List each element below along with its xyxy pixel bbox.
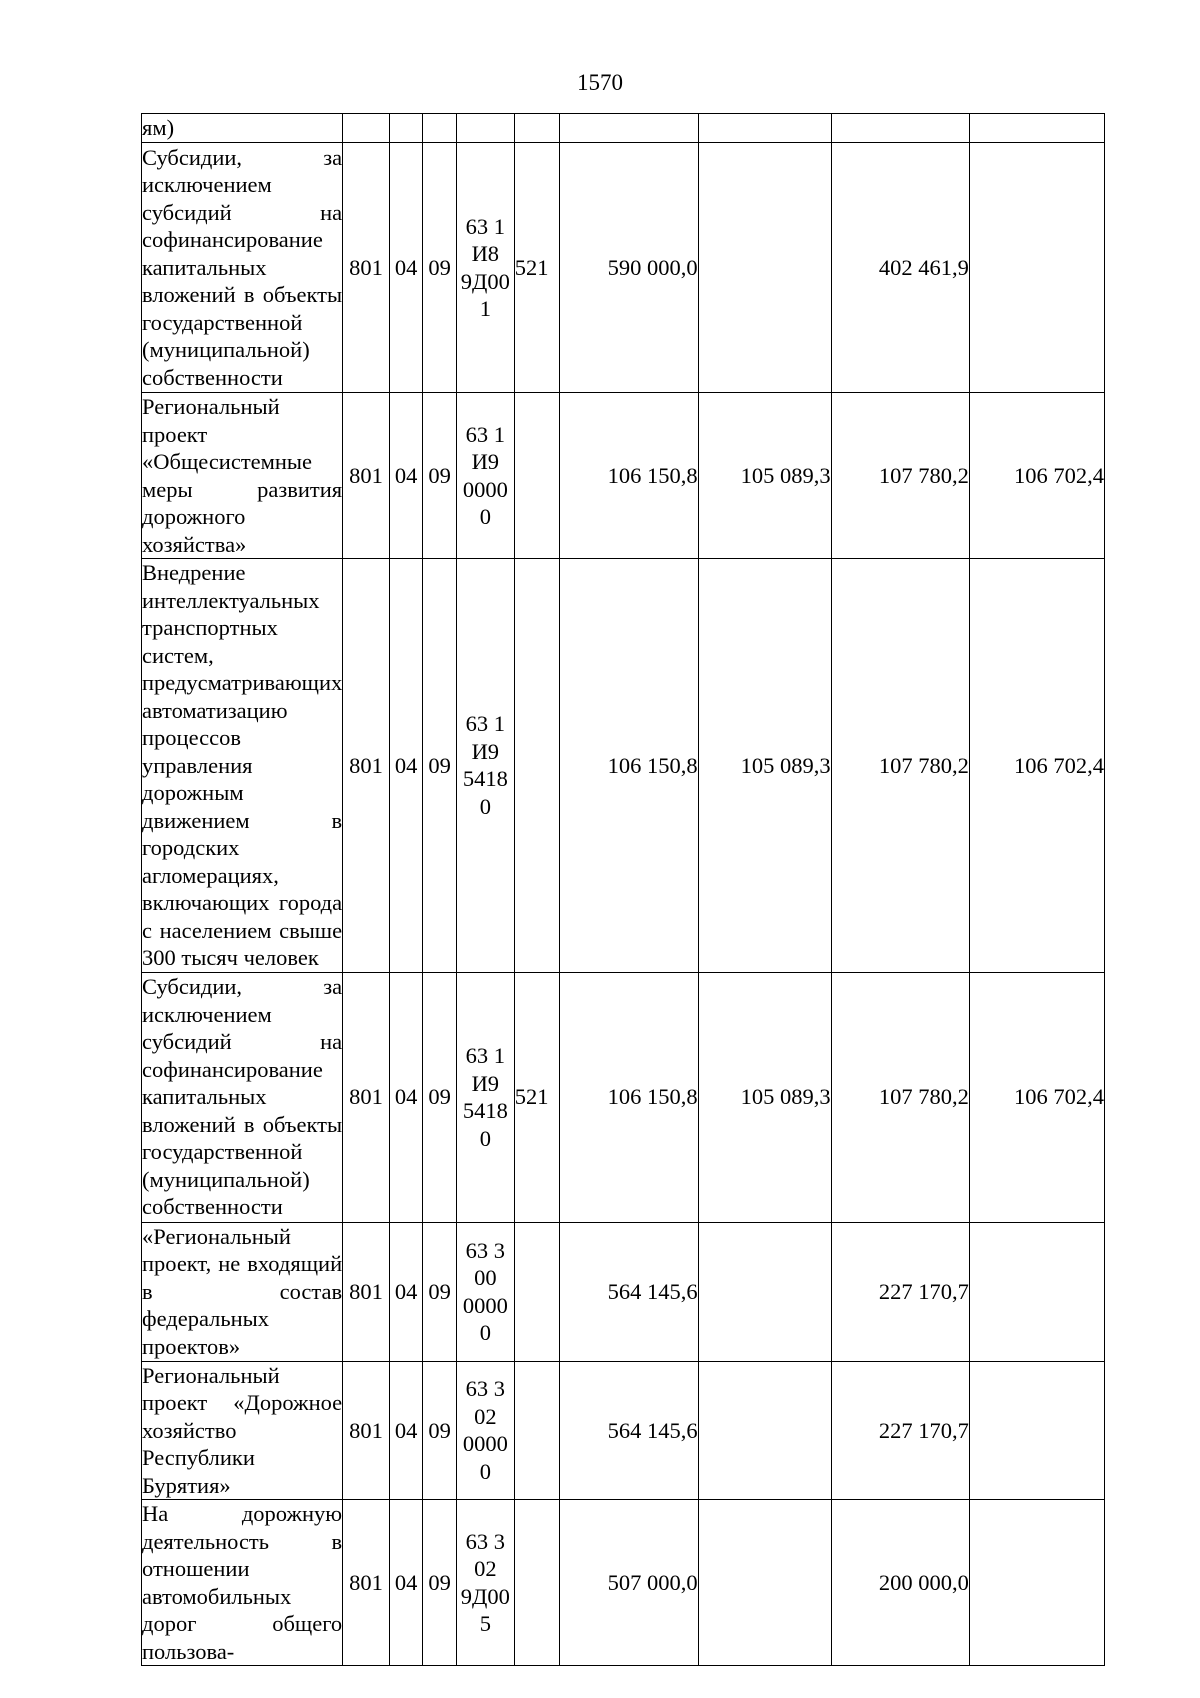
amount-3-cell: 227 170,7 bbox=[831, 1222, 969, 1361]
amount-1-cell: 590 000,0 bbox=[560, 143, 698, 393]
table-row bbox=[142, 559, 1105, 973]
amount-4-cell: 106 702,4 bbox=[969, 972, 1104, 1222]
ministry-code-cell: 801 bbox=[343, 143, 390, 393]
section-code-cell: 04 bbox=[389, 1222, 423, 1361]
subsection-code-cell: 09 bbox=[423, 1222, 457, 1361]
row-name-text: Внедрение интеллектуальных транспортных систем, предусматривающих автоматизацию процессов управления дорожным движением в городских агломерациях, включающих города с населением свыше 300 тысяч человек bbox=[142, 560, 343, 970]
subsection-code-cell: 09 bbox=[423, 972, 457, 1222]
target-article-cell: 63 1 И9 5418 0 bbox=[456, 972, 514, 1222]
table-row bbox=[142, 972, 1105, 1222]
target-article-cell: 63 1 И8 9Д00 1 bbox=[456, 143, 514, 393]
row-name-text: На дорожную деятельность в отношении автомобильных дорог общего пользова- bbox=[142, 1501, 343, 1664]
amount-4-cell bbox=[969, 114, 1104, 143]
row-name-cell bbox=[142, 143, 343, 393]
target-article-cell: 63 3 00 0000 0 bbox=[456, 1222, 514, 1361]
subsection-code-cell: 09 bbox=[423, 559, 457, 973]
amount-3-cell: 402 461,9 bbox=[831, 143, 969, 393]
budget-table bbox=[141, 113, 1105, 1666]
subsection-code-cell: 09 bbox=[423, 1361, 457, 1500]
amount-2-cell bbox=[698, 1222, 831, 1361]
table-row bbox=[142, 114, 1105, 143]
ministry-code-cell: 801 bbox=[343, 1361, 390, 1500]
table-row bbox=[142, 1361, 1105, 1500]
ministry-code-cell: 801 bbox=[343, 393, 390, 559]
subsection-code-cell bbox=[423, 114, 457, 143]
subsection-code-cell: 09 bbox=[423, 1500, 457, 1666]
amount-1-cell: 106 150,8 bbox=[560, 972, 698, 1222]
section-code-cell: 04 bbox=[389, 1500, 423, 1666]
ministry-code-cell: 801 bbox=[343, 559, 390, 973]
expense-type-cell bbox=[514, 114, 560, 143]
row-name-text: Субсидии, за исключением субсидий на софинансирование капитальных вложений в объекты государственной (муниципальной) собственности bbox=[142, 144, 343, 390]
target-article-cell: 63 1 И9 5418 0 bbox=[456, 559, 514, 973]
ministry-code-cell: 801 bbox=[343, 1222, 390, 1361]
amount-4-cell: 106 702,4 bbox=[969, 559, 1104, 973]
amount-1-cell bbox=[560, 114, 698, 143]
amount-2-cell: 105 089,3 bbox=[698, 972, 831, 1222]
row-name-cell bbox=[142, 972, 343, 1222]
amount-3-cell: 107 780,2 bbox=[831, 559, 969, 973]
amount-3-cell: 107 780,2 bbox=[831, 972, 969, 1222]
section-code-cell: 04 bbox=[389, 1361, 423, 1500]
amount-2-cell: 105 089,3 bbox=[698, 559, 831, 973]
row-name-cell bbox=[142, 1500, 343, 1666]
amount-1-cell: 507 000,0 bbox=[560, 1500, 698, 1666]
table-row bbox=[142, 1500, 1105, 1666]
amount-3-cell: 200 000,0 bbox=[831, 1500, 969, 1666]
target-article-cell bbox=[456, 114, 514, 143]
ministry-code-cell: 801 bbox=[343, 972, 390, 1222]
expense-type-cell bbox=[514, 559, 560, 973]
amount-2-cell: 105 089,3 bbox=[698, 393, 831, 559]
subsection-code-cell: 09 bbox=[423, 143, 457, 393]
amount-4-cell: 106 702,4 bbox=[969, 393, 1104, 559]
amount-3-cell: 107 780,2 bbox=[831, 393, 969, 559]
section-code-cell: 04 bbox=[389, 559, 423, 973]
page-number: 1570 bbox=[577, 70, 623, 95]
expense-type-cell: 521 bbox=[514, 143, 560, 393]
amount-2-cell bbox=[698, 143, 831, 393]
expense-type-cell bbox=[514, 1222, 560, 1361]
amount-4-cell bbox=[969, 1222, 1104, 1361]
amount-1-cell: 564 145,6 bbox=[560, 1222, 698, 1361]
row-name-cell bbox=[142, 1361, 343, 1500]
row-name-text: «Региональный проект, не входящий в состав федеральных проектов» bbox=[142, 1223, 343, 1359]
expense-type-cell bbox=[514, 1500, 560, 1666]
expense-type-cell bbox=[514, 393, 560, 559]
expense-type-cell bbox=[514, 1361, 560, 1500]
section-code-cell: 04 bbox=[389, 393, 423, 559]
expense-type-cell: 521 bbox=[514, 972, 560, 1222]
target-article-cell: 63 3 02 9Д00 5 bbox=[456, 1500, 514, 1666]
row-name-cell bbox=[142, 114, 343, 143]
amount-2-cell bbox=[698, 1500, 831, 1666]
section-code-cell bbox=[389, 114, 423, 143]
section-code-cell: 04 bbox=[389, 143, 423, 393]
row-name-cell bbox=[142, 1222, 343, 1361]
row-name-text: Субсидии, за исключением субсидий на софинансирование капитальных вложений в объекты государственной (муниципальной) собственности bbox=[142, 974, 343, 1220]
row-name-cell bbox=[142, 393, 343, 559]
row-name-cell bbox=[142, 559, 343, 973]
subsection-code-cell: 09 bbox=[423, 393, 457, 559]
amount-2-cell bbox=[698, 1361, 831, 1500]
ministry-code-cell bbox=[343, 114, 390, 143]
section-code-cell: 04 bbox=[389, 972, 423, 1222]
amount-2-cell bbox=[698, 114, 831, 143]
table-row bbox=[142, 1222, 1105, 1361]
table-row bbox=[142, 393, 1105, 559]
amount-3-cell: 227 170,7 bbox=[831, 1361, 969, 1500]
amount-4-cell bbox=[969, 1500, 1104, 1666]
row-name-text: ям) bbox=[142, 115, 175, 141]
table-row bbox=[142, 143, 1105, 393]
target-article-cell: 63 1 И9 0000 0 bbox=[456, 393, 514, 559]
target-article-cell: 63 3 02 0000 0 bbox=[456, 1361, 514, 1500]
amount-4-cell bbox=[969, 143, 1104, 393]
ministry-code-cell: 801 bbox=[343, 1500, 390, 1666]
amount-4-cell bbox=[969, 1361, 1104, 1500]
amount-3-cell bbox=[831, 114, 969, 143]
row-name-text: Региональный проект «Дорожное хозяйство Республики Бурятия» bbox=[142, 1362, 343, 1498]
amount-1-cell: 106 150,8 bbox=[560, 559, 698, 973]
row-name-text: Региональный проект «Общесистемные меры развития дорожного хозяйства» bbox=[142, 394, 343, 557]
amount-1-cell: 106 150,8 bbox=[560, 393, 698, 559]
amount-1-cell: 564 145,6 bbox=[560, 1361, 698, 1500]
